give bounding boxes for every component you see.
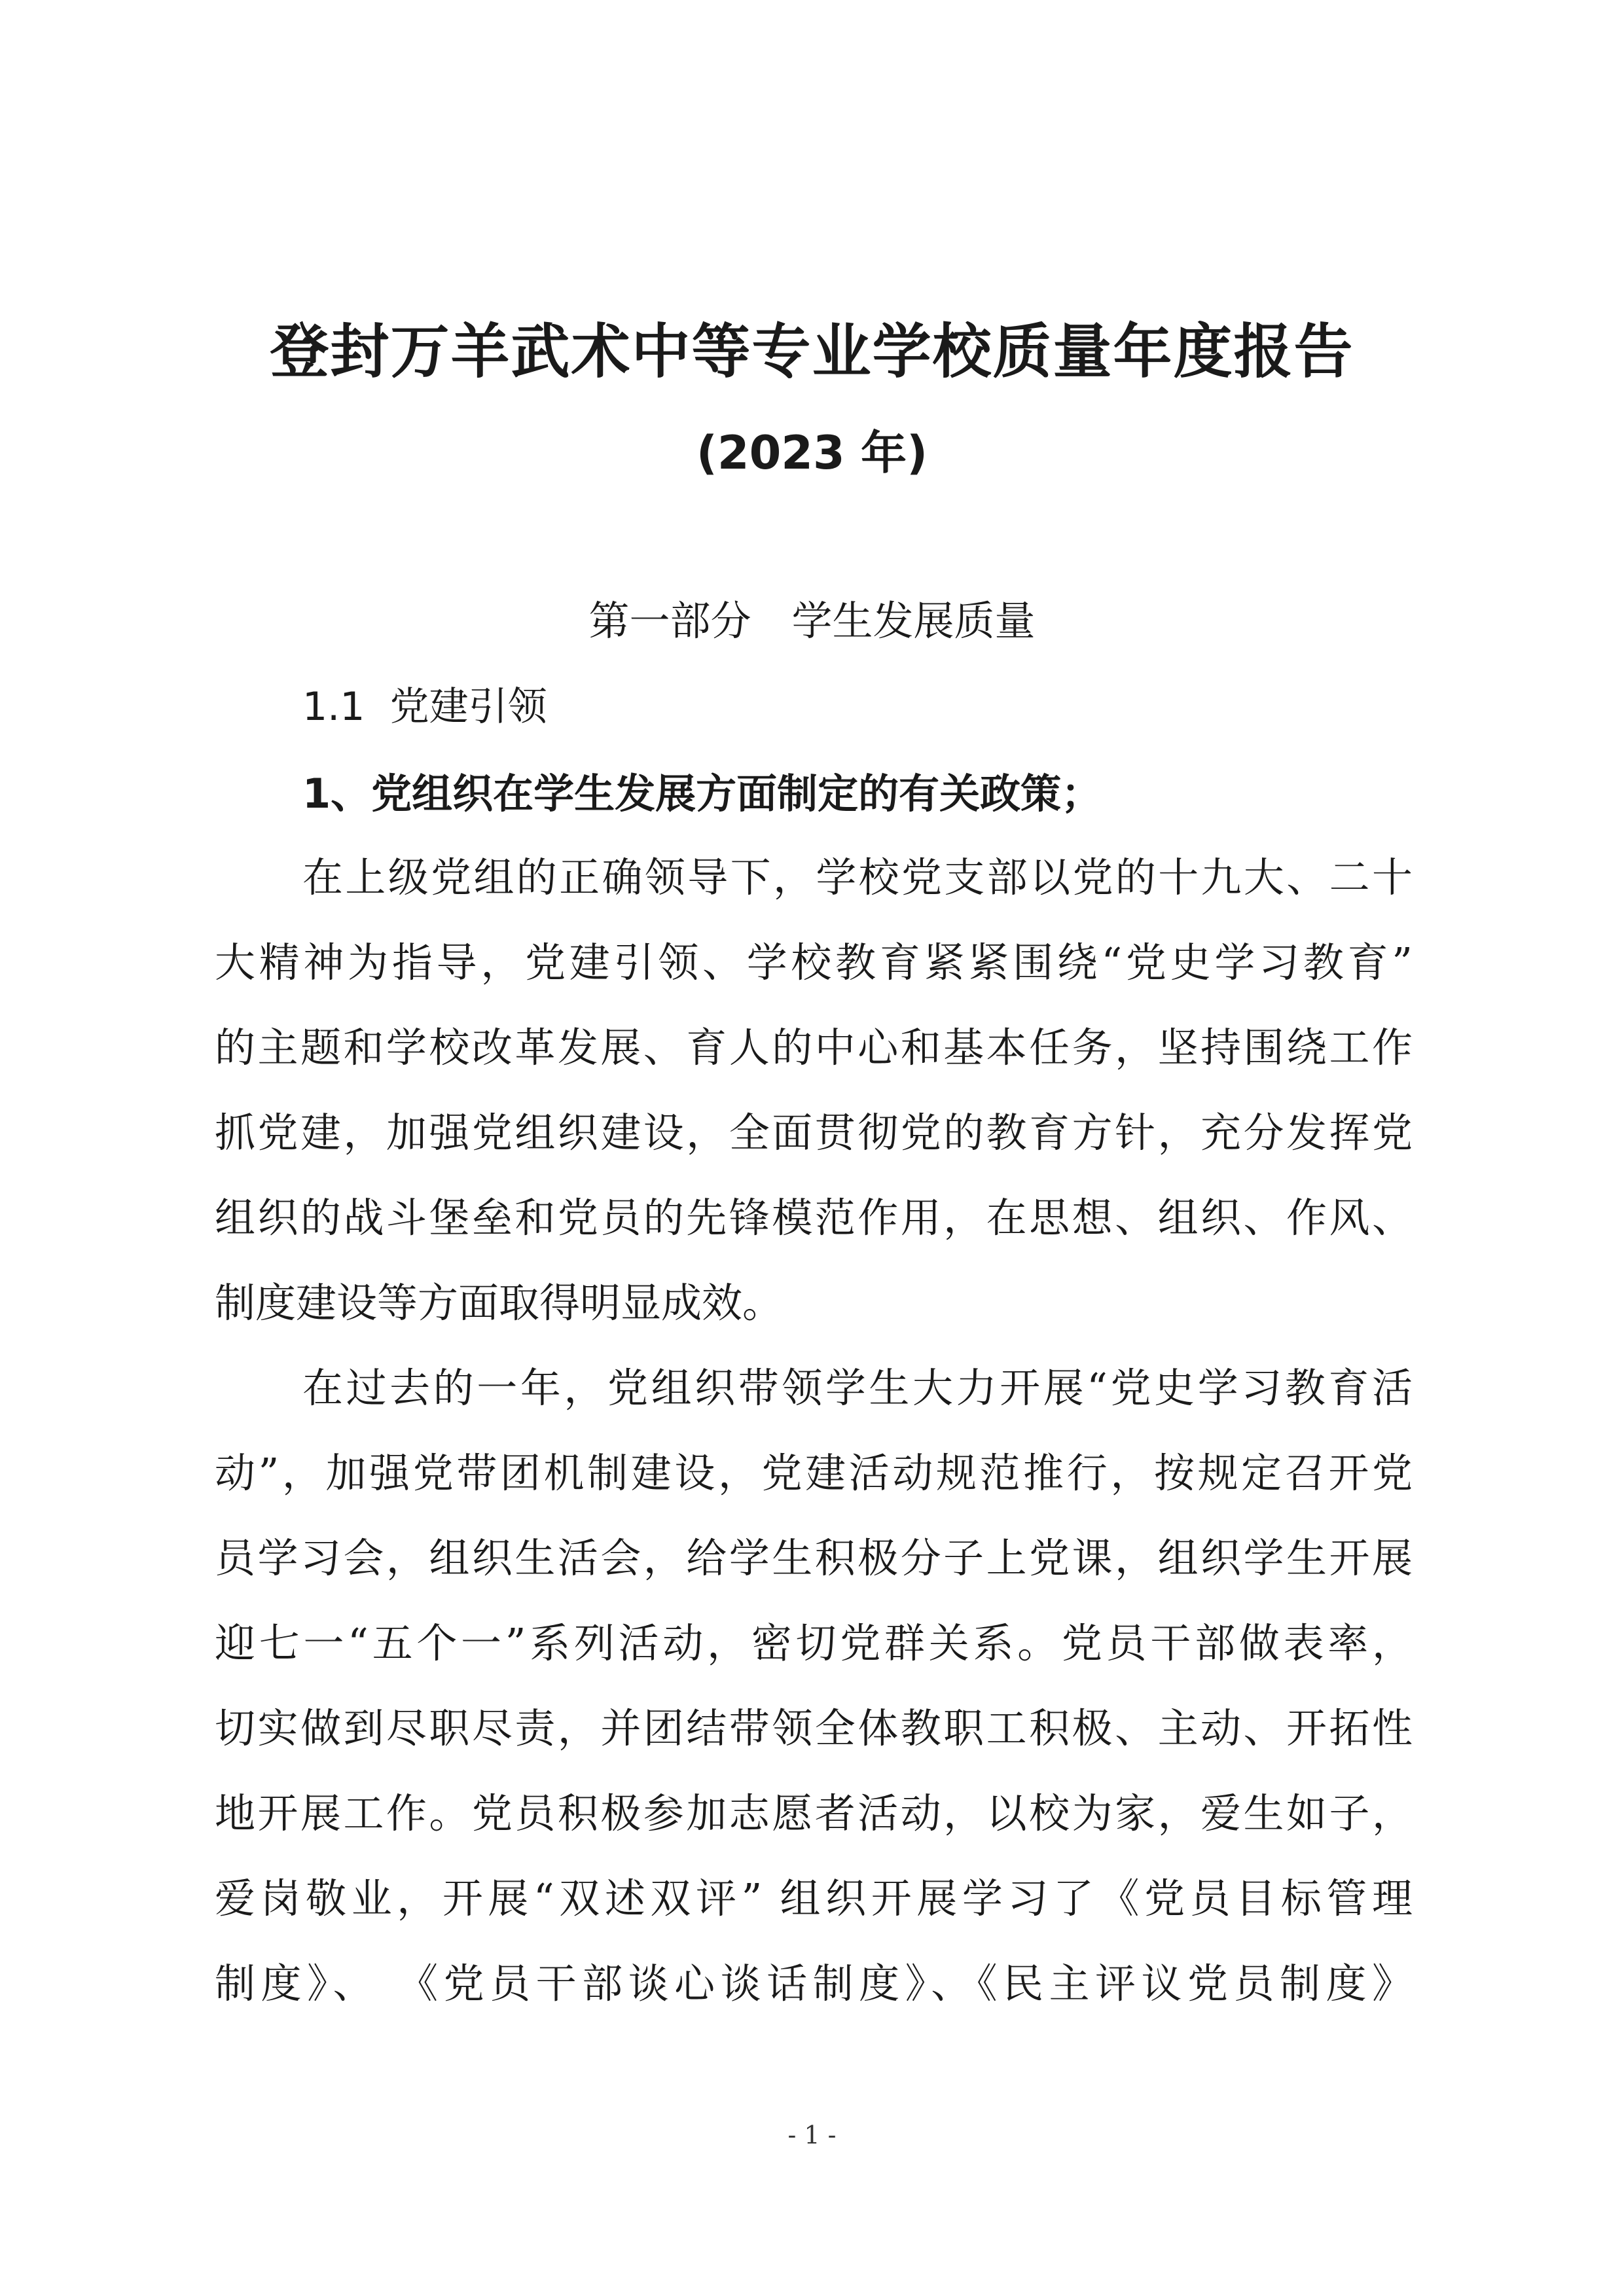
document-subtitle: (2023 年) (696, 426, 928, 480)
paragraph-line: 在上级党组的正确领导下，学校党支部以党的十九大、二十 (302, 853, 1413, 901)
paragraph-line: 动”，加强党带团机制建设，党建活动规范推行，按规定召开党 (215, 1449, 1413, 1497)
paragraph-line: 的主题和学校改革发展、育人的中心和基本任务，坚持围绕工作 (215, 1024, 1413, 1071)
paragraph-line: 切实做到尽职尽责，并团结带领全体教职工积极、主动、开拓性 (215, 1704, 1413, 1752)
paragraph-line: 在过去的一年，党组织带领学生大力开展“党史学习教育活 (302, 1364, 1413, 1412)
document-title: 登封万羊武术中等专业学校质量年度报告 (270, 317, 1354, 386)
paragraph-line: 迎七一“五个一”系列活动，密切党群关系。党员干部做表率， (215, 1619, 1413, 1667)
paragraph-line: 地开展工作。党员积极参加志愿者活动，以校为家，爱生如子， (215, 1789, 1413, 1837)
paragraph-line: 抓党建，加强党组织建设，全面贯彻党的教育方针，充分发挥党 (215, 1109, 1413, 1157)
paragraph-line: 员学习会，组织生活会，给学生积极分子上党课，组织学生开展 (215, 1534, 1413, 1582)
subsection-heading: 1、党组织在学生发展方面制定的有关政策； (302, 770, 1102, 817)
paragraph-line: 组织的战斗堡垒和党员的先锋模范作用，在思想、组织、作风、 (215, 1194, 1413, 1242)
paragraph-line: 爱岗敬业，开展“双述双评” 组织开展学习了《党员目标管理 (215, 1874, 1413, 1922)
paragraph-line: 大精神为指导，党建引领、学校教育紧紧围绕“党史学习教育” (215, 939, 1413, 986)
part-heading: 第一部分 学生发展质量 (588, 597, 1036, 645)
paragraph-line: 制度建设等方面取得明显成效。 (215, 1279, 784, 1327)
paragraph-line: 制度》、 《党员干部谈心谈话制度》、《民主评议党员制度》 (215, 1960, 1413, 2007)
page-number: - 1 - (787, 2121, 837, 2149)
section-heading: 1.1 党建引领 (302, 684, 547, 730)
